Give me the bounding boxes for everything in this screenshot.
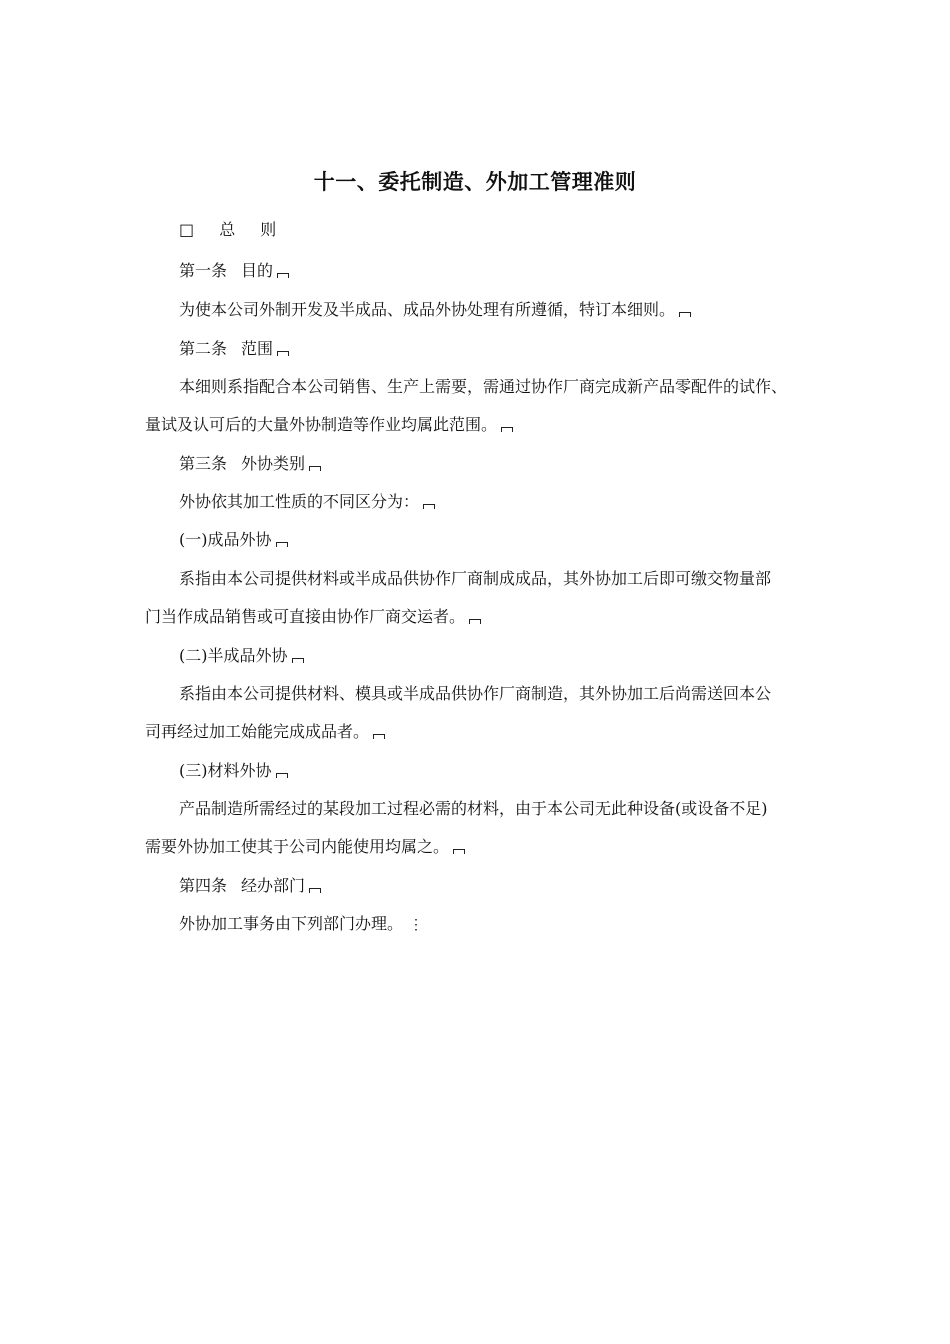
list-item-title: (二)半成品外协	[179, 646, 288, 665]
paragraph-text: 门当作成品销售或可直接由协作厂商交运者。	[145, 607, 466, 626]
ellipsis-icon: ⋮	[409, 917, 424, 933]
paragraph-mark-icon	[276, 773, 288, 778]
article-number: 第四条	[179, 876, 228, 895]
paragraph-text: 为使本公司外制开发及半成品、成品外协处理有所遵循，特订本细则。	[179, 300, 676, 319]
section-heading: □ 总 则	[179, 220, 287, 239]
list-item-heading	[179, 644, 304, 668]
list-item-heading	[179, 528, 288, 552]
document-title: 十一、委托制造、外加工管理准则	[313, 170, 637, 194]
paragraph-mark-icon	[277, 351, 289, 356]
article-title: 经办部门	[241, 876, 306, 895]
paragraph-line	[179, 375, 787, 399]
paragraph-text: 外协加工事务由下列部门办理。	[179, 914, 404, 933]
article-number: 第二条	[179, 339, 228, 358]
paragraph-line	[145, 605, 481, 629]
paragraph-mark-icon	[501, 427, 513, 432]
article-number: 第一条	[179, 261, 228, 280]
paragraph-text: 量试及认可后的大量外协制造等作业均属此范围。	[145, 415, 498, 434]
article-title: 外协类别	[241, 454, 306, 473]
paragraph-mark-icon	[276, 542, 288, 547]
list-item-title: (一)成品外协	[179, 530, 272, 549]
paragraph-text: 本细则系指配合本公司销售、生产上需要，需通过协作厂商完成新产品零配件的试作、	[179, 377, 788, 396]
paragraph-mark-icon	[469, 619, 481, 624]
paragraph-line	[179, 490, 435, 514]
paragraph-text: 需要外协加工使其于公司内能使用均属之。	[145, 837, 450, 856]
list-item-title: (三)材料外协	[179, 761, 272, 780]
paragraph-mark-icon	[453, 849, 465, 854]
paragraph-line	[179, 567, 771, 591]
paragraph-mark-icon	[423, 504, 435, 509]
list-item-heading	[179, 759, 288, 783]
article-title: 目的	[241, 261, 274, 280]
article-title: 范围	[241, 339, 274, 358]
paragraph-mark-icon	[309, 888, 321, 893]
paragraph-mark-icon	[373, 734, 385, 739]
paragraph-line	[145, 835, 465, 859]
paragraph-mark-icon	[277, 273, 289, 278]
paragraph-line	[179, 797, 768, 821]
paragraph-line	[179, 298, 691, 322]
paragraph-mark-icon	[309, 466, 321, 471]
paragraph-text: 司再经过加工始能完成成品者。	[145, 722, 370, 741]
article-3-heading	[179, 452, 321, 476]
paragraph-line	[145, 413, 513, 437]
paragraph-text: 系指由本公司提供材料、模具或半成品供协作厂商制造，其外协加工后尚需送回本公	[179, 684, 772, 703]
article-number: 第三条	[179, 454, 228, 473]
paragraph-text: 外协依其加工性质的不同区分为：	[179, 492, 420, 511]
article-2-heading	[179, 337, 289, 361]
paragraph-mark-icon	[679, 312, 691, 317]
paragraph-line	[145, 720, 385, 744]
paragraph-line	[179, 682, 771, 706]
paragraph-mark-icon	[292, 658, 304, 663]
article-4-heading	[179, 874, 321, 898]
paragraph-text: 系指由本公司提供材料或半成品供协作厂商制成成品，其外协加工后即可缴交物量部	[179, 569, 772, 588]
paragraph-text: 产品制造所需经过的某段加工过程必需的材料，由于本公司无此种设备(或设备不足)	[179, 799, 768, 818]
article-1-heading	[179, 259, 289, 283]
paragraph-line	[179, 912, 423, 937]
